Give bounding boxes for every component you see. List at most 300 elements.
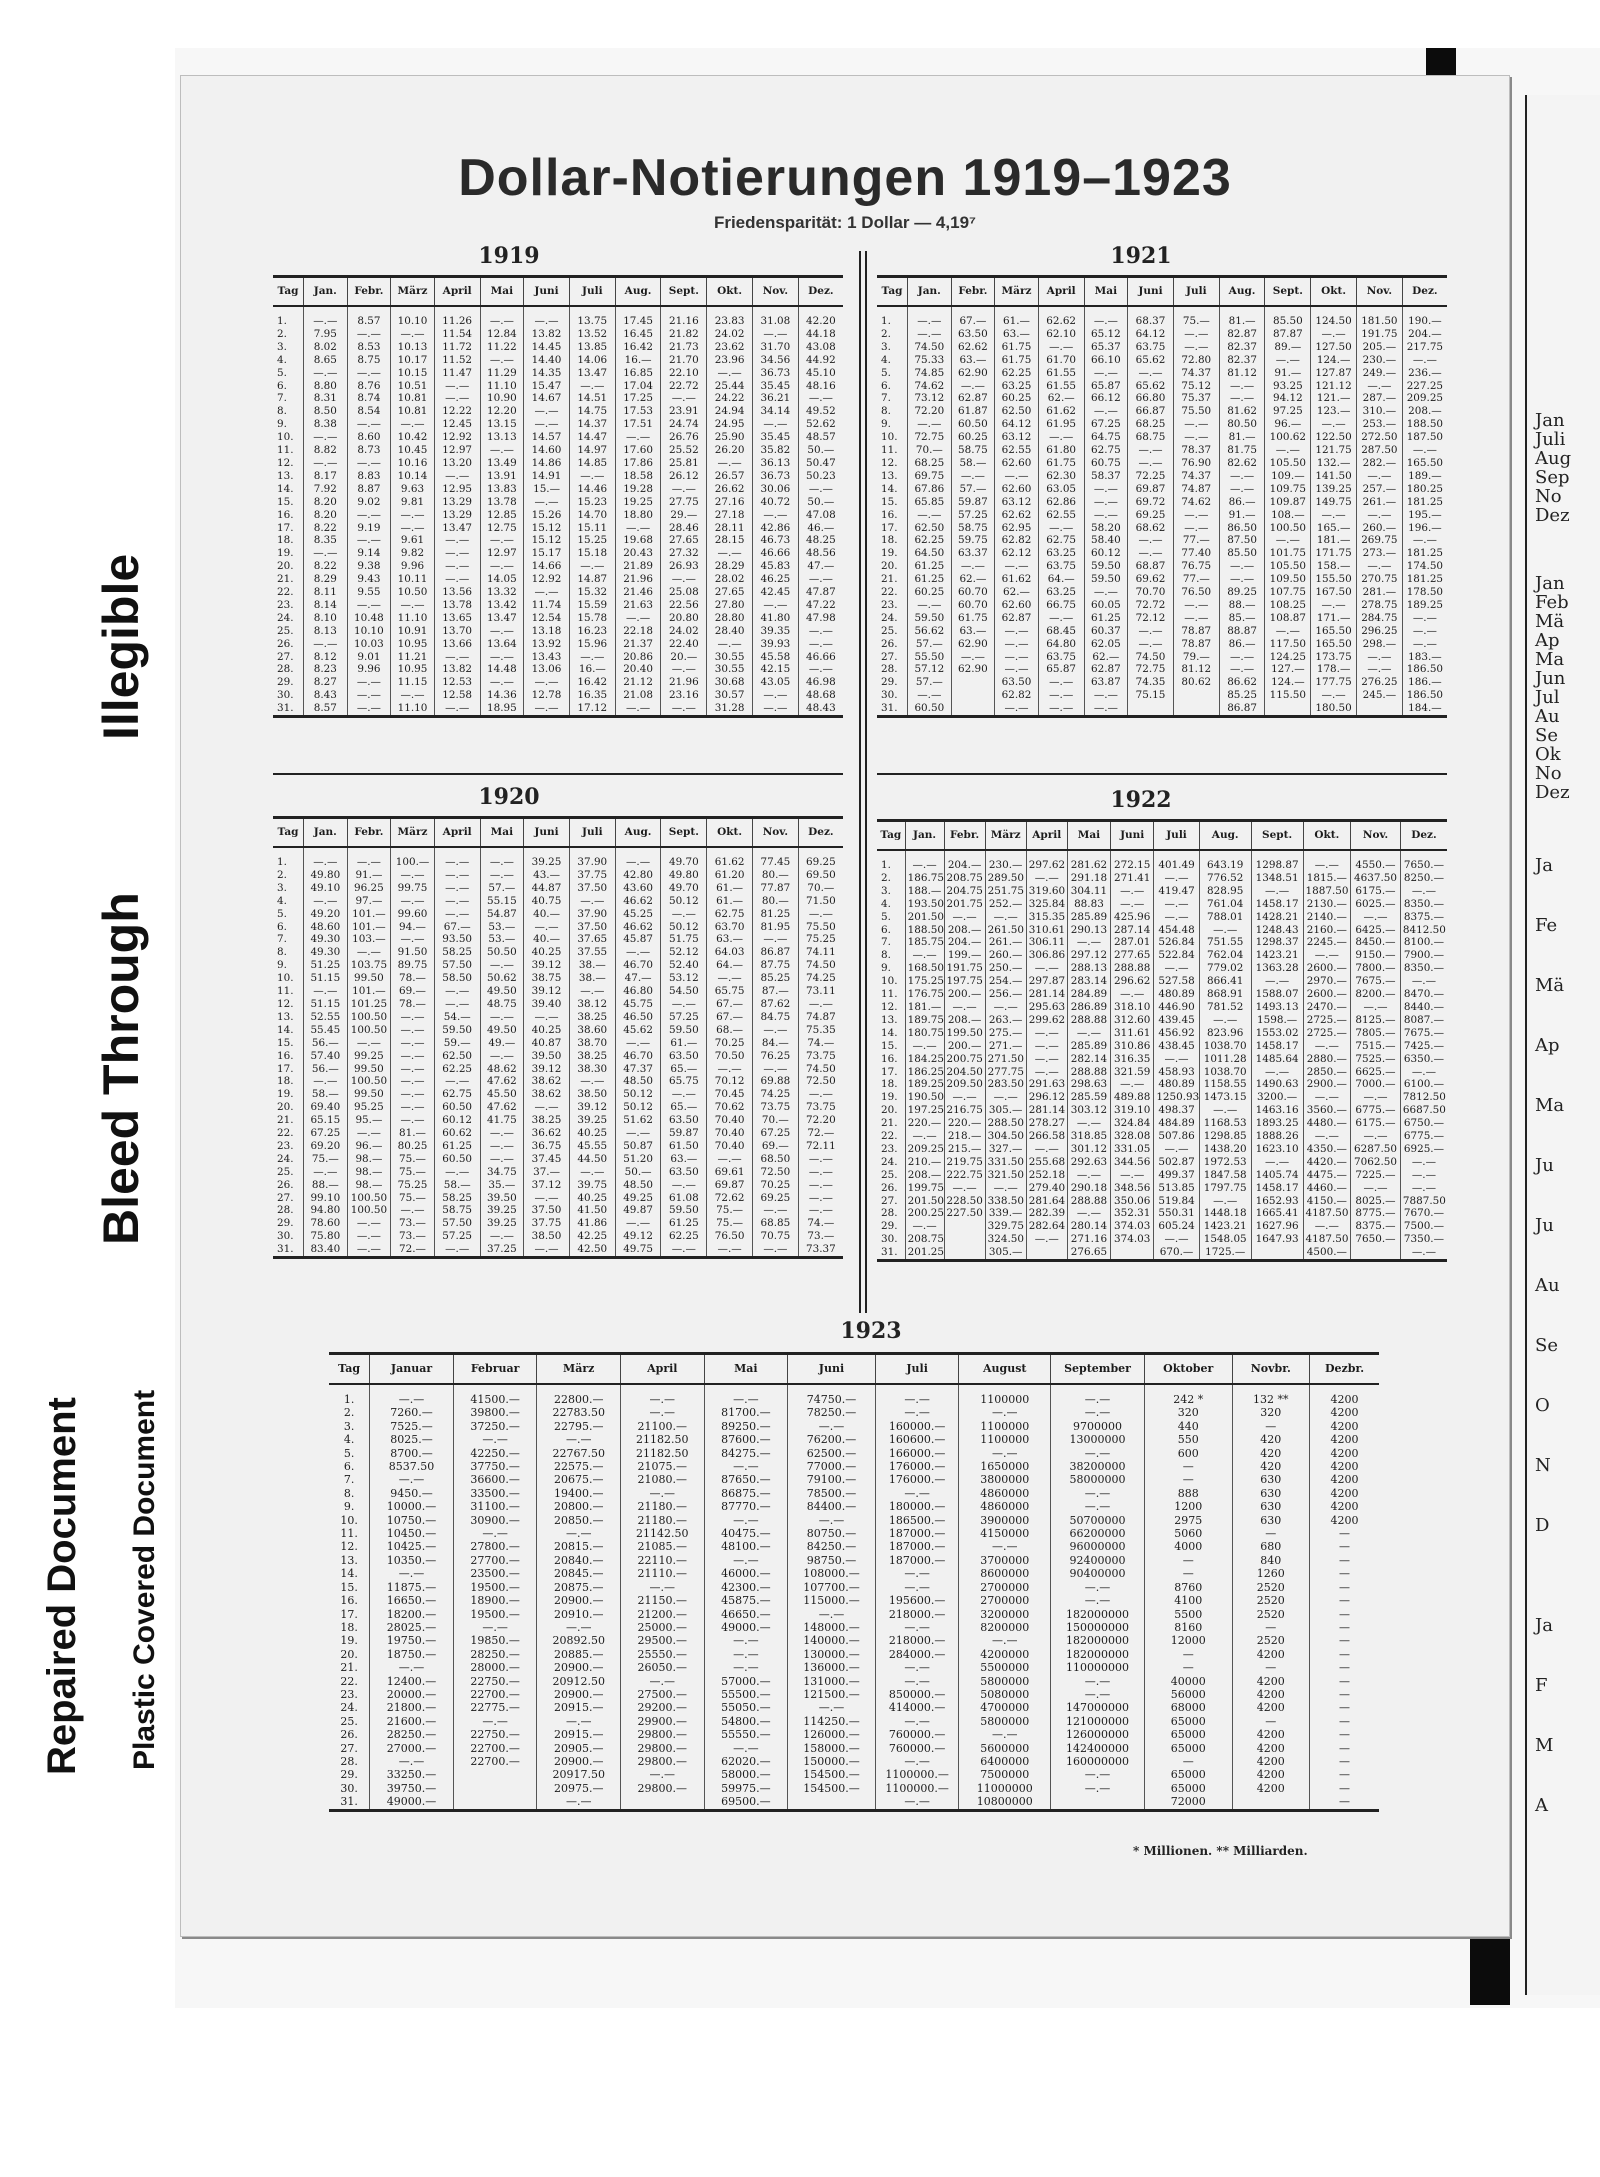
rate-cell: 13.47 — [434, 522, 480, 535]
rate-cell: 9.61 — [391, 534, 435, 547]
rate-cell: 68.87 — [1128, 560, 1174, 573]
rate-cell: 61.50 — [661, 1140, 707, 1153]
rate-cell: 89.— — [1265, 341, 1311, 354]
rate-cell: 62.55 — [1038, 509, 1084, 522]
rate-cell: —.— — [391, 895, 435, 908]
rate-cell: 10800000 — [959, 1795, 1051, 1810]
rate-cell: 7525.— — [1351, 1053, 1401, 1066]
rate-cell: 160000.— — [875, 1420, 959, 1433]
rate-cell — [1173, 702, 1219, 716]
rate-cell: —.— — [995, 625, 1039, 638]
rate-cell: 37.75 — [524, 1217, 570, 1230]
rate-cell: 88.87 — [1219, 625, 1265, 638]
rate-cell: 284.89 — [1067, 988, 1110, 1001]
rate-cell: 47.— — [798, 560, 843, 573]
rate-cell: 52.55 — [304, 1011, 348, 1024]
rate-cell: 69.50 — [798, 869, 843, 882]
column-header: Juli — [875, 1354, 959, 1385]
rate-cell: 680 — [1232, 1540, 1309, 1553]
rate-cell: —.— — [1128, 367, 1174, 380]
rate-cell: 72.75 — [908, 431, 952, 444]
rate-cell: —.— — [434, 380, 480, 393]
rate-cell: 47.08 — [798, 509, 843, 522]
rate-cell: 27.65 — [661, 534, 707, 547]
rate-cell: 39.12 — [524, 985, 570, 998]
rate-cell: —.— — [704, 1634, 788, 1647]
rate-cell: 45.62 — [615, 1024, 661, 1037]
rate-cell: 24.22 — [707, 392, 753, 405]
table-row — [273, 328, 843, 341]
rate-cell: 105.50 — [1265, 457, 1311, 470]
day-cell: 13. — [277, 469, 294, 482]
rate-cell: 63.— — [661, 1153, 707, 1166]
rate-cell: 9.63 — [391, 483, 435, 496]
rate-cell: 4200 — [1232, 1688, 1309, 1701]
rate-cell: —.— — [752, 1204, 798, 1217]
rate-cell: 9.96 — [391, 560, 435, 573]
rate-cell: 78.— — [391, 998, 435, 1011]
rate-cell: 8125.— — [1351, 1014, 1401, 1027]
rate-cell: 310.86 — [1111, 1040, 1154, 1053]
rate-cell: 60.70 — [951, 586, 995, 599]
rate-cell: —.— — [391, 1114, 435, 1127]
rate-cell: 1448.18 — [1199, 1207, 1251, 1220]
rate-cell: —.— — [875, 1567, 959, 1580]
rate-cell: 186.50 — [1402, 663, 1447, 676]
rate-cell: —.— — [875, 1487, 959, 1500]
mid-divider — [273, 773, 843, 775]
column-header: April — [1038, 277, 1084, 307]
rate-cell: —.— — [434, 1166, 480, 1179]
rate-cell: 12.78 — [524, 689, 570, 702]
rate-cell: —.— — [1303, 1130, 1351, 1143]
table-row — [273, 483, 843, 496]
rate-cell: 29800.— — [621, 1728, 705, 1741]
rate-cell: 56.— — [304, 1063, 348, 1076]
rate-cell: 20.40 — [615, 663, 661, 676]
rate-cell: —.— — [391, 869, 435, 882]
rate-cell: 140000.— — [788, 1634, 876, 1647]
rate-cell: 480.89 — [1154, 988, 1199, 1001]
rate-cell: 180000.— — [875, 1500, 959, 1513]
rate-cell: 74.85 — [908, 367, 952, 380]
table-row — [273, 1179, 843, 1192]
rate-cell: 76.75 — [1173, 560, 1219, 573]
rate-cell: 92400000 — [1051, 1554, 1145, 1567]
rate-cell: 41500.— — [453, 1384, 537, 1406]
table-row — [273, 1011, 843, 1024]
rate-cell: 63.— — [995, 328, 1039, 341]
rate-cell: 121000000 — [1051, 1715, 1145, 1728]
table-row — [329, 1661, 1379, 1674]
table-row — [273, 367, 843, 380]
rate-cell: 208.75 — [905, 1233, 944, 1246]
rate-cell: 23.62 — [707, 341, 753, 354]
rate-cell: 84250.— — [788, 1540, 876, 1553]
day-cell: 27. — [881, 650, 898, 663]
rate-cell: —.— — [707, 547, 753, 560]
day-cell: 4. — [277, 894, 287, 907]
rate-cell: —.— — [944, 1182, 985, 1195]
rate-cell: 4420.— — [1303, 1156, 1351, 1169]
rate-cell: 177.75 — [1311, 676, 1357, 689]
rate-cell: 188.50 — [905, 924, 944, 937]
day-cell: 2. — [343, 1406, 355, 1420]
year-title-1919: 1919 — [478, 243, 540, 269]
rate-cell: —.— — [875, 1406, 959, 1419]
rate-cell: 1458.17 — [1251, 1040, 1303, 1053]
rate-cell: — — [1310, 1594, 1379, 1607]
rate-cell: 74.50 — [908, 341, 952, 354]
rate-cell: 507.86 — [1154, 1130, 1199, 1143]
rate-cell: —.— — [1084, 306, 1128, 328]
rate-cell: 78500.— — [788, 1487, 876, 1500]
rate-cell: —.— — [995, 663, 1039, 676]
rate-cell: 85.25 — [752, 972, 798, 985]
rate-cell: 257.— — [1356, 483, 1402, 496]
rate-cell: 36600.— — [453, 1473, 537, 1486]
rate-cell: 8.74 — [347, 392, 391, 405]
table-row — [877, 1182, 1447, 1195]
column-header: März — [995, 277, 1039, 307]
rate-cell: 17.51 — [615, 418, 661, 431]
rate-cell: 9.19 — [347, 522, 391, 535]
rate-cell — [1026, 1246, 1067, 1260]
rate-cell: 4200 — [1232, 1742, 1309, 1755]
column-header: Aug. — [615, 277, 661, 307]
table-row — [273, 457, 843, 470]
rate-cell: —.— — [1173, 431, 1219, 444]
rate-cell: 51.25 — [304, 959, 348, 972]
rate-cell — [944, 1246, 985, 1260]
rate-cell: —.— — [391, 509, 435, 522]
day-cell: 1. — [881, 859, 891, 871]
rate-cell: 14.66 — [524, 560, 570, 573]
rate-cell: —.— — [524, 702, 570, 716]
rate-cell: 208.— — [944, 924, 985, 937]
day-cell: 10. — [881, 975, 898, 988]
rate-cell: 127.50 — [1311, 341, 1357, 354]
rate-cell: 62.75 — [707, 908, 753, 921]
right-word: F — [1535, 1675, 1548, 1696]
rate-cell: 54.87 — [480, 908, 524, 921]
rate-cell: 141.50 — [1311, 470, 1357, 483]
rate-cell: 61.— — [707, 895, 753, 908]
rate-cell: 643.19 — [1199, 850, 1251, 872]
rate-cell: —.— — [1400, 885, 1447, 898]
rate-cell: 60.50 — [951, 418, 995, 431]
rate-cell: 480.89 — [1154, 1078, 1199, 1091]
rate-cell: 20840.— — [537, 1554, 621, 1567]
rate-cell: 7800.— — [1351, 962, 1401, 975]
rate-cell: 86.50 — [1219, 522, 1265, 535]
rate-cell: —.— — [1026, 1040, 1067, 1053]
day-cell: 4. — [277, 353, 287, 366]
rate-cell: 200.25 — [905, 1207, 944, 1220]
rate-cell: 13.18 — [524, 625, 570, 638]
rate-cell: 57.25 — [434, 1230, 480, 1243]
day-cell: 26. — [881, 637, 898, 650]
rate-cell: 68.37 — [1128, 306, 1174, 328]
day-cell: 8. — [277, 405, 287, 418]
rate-cell: 75.25 — [391, 1179, 435, 1192]
rate-cell: 9.38 — [347, 560, 391, 573]
rate-cell: 20905.— — [537, 1742, 621, 1755]
rate-cell: 96.— — [347, 1140, 391, 1153]
rate-cell: —.— — [569, 1075, 615, 1088]
rate-cell: 108.25 — [1265, 599, 1311, 612]
rate-cell: — — [1310, 1701, 1379, 1714]
table-row — [273, 509, 843, 522]
rate-cell: 78.— — [391, 972, 435, 985]
rate-cell: 4700000 — [959, 1701, 1051, 1714]
rate-cell: 91.— — [1265, 367, 1311, 380]
day-cell: 23. — [277, 598, 294, 611]
rate-cell — [453, 1768, 537, 1781]
rate-cell: —.— — [905, 949, 944, 962]
rate-cell: 61.— — [661, 1037, 707, 1050]
table-row — [273, 405, 843, 418]
rate-cell: 670.— — [1154, 1246, 1199, 1260]
rate-cell: —.— — [1402, 638, 1447, 651]
day-cell: 8. — [343, 1486, 355, 1500]
rate-cell: —.— — [1251, 975, 1303, 988]
rate-cell: —.— — [908, 328, 952, 341]
rate-cell: 21142.50 — [621, 1527, 705, 1540]
rate-cell: 18900.— — [453, 1594, 537, 1607]
rate-cell: 10.48 — [347, 612, 391, 625]
rate-cell: 2725.— — [1303, 1014, 1351, 1027]
table-row — [273, 380, 843, 393]
rate-cell: 13.70 — [434, 625, 480, 638]
rate-cell: —.— — [1400, 1169, 1447, 1182]
rate-cell: 64.50 — [908, 547, 952, 560]
rate-cell: — — [1310, 1715, 1379, 1728]
column-header: Mai — [480, 818, 524, 848]
day-cell: 26. — [881, 1181, 898, 1194]
day-cell: 1. — [277, 856, 287, 868]
rate-cell: 68000 — [1144, 1701, 1232, 1714]
rate-cell: 62.90 — [951, 663, 995, 676]
table-row — [877, 380, 1447, 393]
rate-cell: 59.50 — [1084, 560, 1128, 573]
rate-cell: 2970.— — [1303, 975, 1351, 988]
rate-cell: 62.10 — [1038, 328, 1084, 341]
rate-cell: 46.62 — [615, 895, 661, 908]
rate-cell: —.— — [480, 847, 524, 869]
column-header: Febr. — [944, 821, 985, 851]
rate-cell: 22767.50 — [537, 1447, 621, 1460]
rate-cell: 1493.13 — [1251, 1001, 1303, 1014]
rate-cell: 63.37 — [951, 547, 995, 560]
rate-cell: —.— — [524, 405, 570, 418]
rate-cell: 454.48 — [1154, 924, 1199, 937]
table-row — [329, 1554, 1379, 1567]
right-word: Jun — [1535, 668, 1566, 689]
rate-cell: 72.75 — [1128, 663, 1174, 676]
rate-cell: 62.75 — [434, 1088, 480, 1101]
rate-cell: 14.60 — [524, 444, 570, 457]
rate-cell: 12.95 — [434, 483, 480, 496]
rate-cell: 69.25 — [798, 847, 843, 869]
rate-cell: 278.75 — [1356, 599, 1402, 612]
rate-cell: 58.20 — [1084, 522, 1128, 535]
rate-cell: 220.— — [905, 1117, 944, 1130]
day-cell: 15. — [277, 1036, 294, 1049]
rate-cell: 200.— — [944, 1040, 985, 1053]
rate-cell: —.— — [1038, 702, 1084, 716]
rate-cell: —.— — [1051, 1384, 1145, 1406]
rate-cell: 186500.— — [875, 1514, 959, 1527]
rate-cell: 86.87 — [752, 946, 798, 959]
rate-cell: 297.12 — [1067, 949, 1110, 962]
page-title: Dollar-Notierungen 1919–1923 — [458, 149, 1232, 207]
column-header: Jan. — [304, 818, 348, 848]
rate-cell: —.— — [661, 1243, 707, 1257]
rate-cell: 24.02 — [707, 328, 753, 341]
rate-cell: —.— — [1251, 885, 1303, 898]
rate-cell: —.— — [1051, 1782, 1145, 1795]
rate-cell: —.— — [1265, 354, 1311, 367]
rate-cell: 7000.— — [1351, 1078, 1401, 1091]
rate-cell: 9.96 — [347, 663, 391, 676]
rate-cell: —.— — [615, 431, 661, 444]
rate-cell: —.— — [1251, 1066, 1303, 1079]
rate-cell: 55050.— — [704, 1701, 788, 1714]
day-cell: 20. — [277, 560, 294, 573]
day-cell: 17. — [277, 1062, 294, 1075]
rate-cell: 65.87 — [1038, 663, 1084, 676]
rate-cell: 20900.— — [537, 1661, 621, 1674]
rate-cell: 7225.— — [1351, 1169, 1401, 1182]
day-cell: 28. — [277, 663, 294, 676]
rate-cell: —.— — [661, 908, 707, 921]
day-cell: 1. — [277, 315, 287, 327]
rate-cell: 62.50 — [434, 1050, 480, 1063]
rate-cell: 19750.— — [370, 1634, 454, 1647]
table-row — [877, 1066, 1447, 1079]
rate-cell: 22.40 — [661, 638, 707, 651]
rate-cell: 425.96 — [1111, 911, 1154, 924]
rate-cell: —.— — [569, 470, 615, 483]
rate-cell: 67.— — [707, 1011, 753, 1024]
rate-cell: 261.50 — [985, 924, 1026, 937]
rate-cell: 100.50 — [1265, 522, 1311, 535]
rate-cell: 27.65 — [707, 586, 753, 599]
rate-cell: —.— — [524, 1243, 570, 1257]
rate-cell: 1553.02 — [1251, 1027, 1303, 1040]
rate-cell: 1598.— — [1251, 1014, 1303, 1027]
rate-cell: 70.62 — [707, 1101, 753, 1114]
rate-cell: 6425.— — [1351, 924, 1401, 937]
rate-cell: 6175.— — [1351, 1117, 1401, 1130]
rate-cell: 75.12 — [1173, 380, 1219, 393]
rate-cell: 62.62 — [951, 341, 995, 354]
rate-cell: 65000 — [1144, 1715, 1232, 1728]
rate-cell: — — [1310, 1728, 1379, 1741]
rate-cell: 142400000 — [1051, 1742, 1145, 1755]
rate-cell: 14.40 — [524, 354, 570, 367]
table-row — [877, 638, 1447, 651]
rate-cell: 39.50 — [480, 1192, 524, 1205]
rate-cell: 59.50 — [661, 1024, 707, 1037]
rate-cell: 187.50 — [1402, 431, 1447, 444]
rate-cell: — — [1310, 1608, 1379, 1621]
rate-cell: 181.— — [905, 1001, 944, 1014]
column-header: Dez. — [1402, 277, 1447, 307]
rate-cell: — — [1232, 1715, 1309, 1728]
rate-cell: —.— — [1128, 534, 1174, 547]
rate-cell: —.— — [370, 1661, 454, 1674]
rate-cell: 24.74 — [661, 418, 707, 431]
rate-cell: —.— — [370, 1567, 454, 1580]
rate-cell: —.— — [1111, 1078, 1154, 1091]
rate-cell: 1100000 — [959, 1384, 1051, 1406]
table-row — [273, 1063, 843, 1076]
rate-cell: —.— — [615, 1037, 661, 1050]
rate-cell: 77.87 — [752, 882, 798, 895]
day-cell: 6. — [277, 920, 287, 933]
rate-cell: 7900.— — [1400, 949, 1447, 962]
rate-cell: 15.23 — [569, 496, 615, 509]
rate-cell: 310.61 — [1026, 924, 1067, 937]
rate-cell: 255.68 — [1026, 1156, 1067, 1169]
rate-cell: —.— — [1038, 522, 1084, 535]
rate-cell: 48.50 — [615, 1075, 661, 1088]
rate-cell: 38.— — [569, 959, 615, 972]
day-cell: 13. — [277, 1010, 294, 1023]
rate-cell: —.— — [621, 1675, 705, 1688]
rate-cell: 94.80 — [304, 1204, 348, 1217]
rate-cell: 66.87 — [1128, 405, 1174, 418]
rate-cell: 23.83 — [707, 306, 753, 328]
rate-cell: 55.50 — [908, 651, 952, 664]
day-cell: 13. — [340, 1553, 358, 1567]
rate-cell: —.— — [453, 1715, 537, 1728]
rate-cell: —.— — [391, 1088, 435, 1101]
rate-cell: 44.92 — [798, 354, 843, 367]
rate-cell: —.— — [1356, 509, 1402, 522]
center-divider — [859, 251, 861, 1313]
day-cell: 11. — [881, 444, 898, 457]
table-row — [877, 328, 1447, 341]
rate-cell: 121.— — [1311, 392, 1357, 405]
rate-cell: 1623.10 — [1251, 1143, 1303, 1156]
rate-cell: —.— — [875, 1384, 959, 1406]
table-row — [273, 547, 843, 560]
rate-cell: 271.— — [985, 1040, 1026, 1053]
rate-cell: 14.48 — [480, 663, 524, 676]
rate-cell: 57.40 — [304, 1050, 348, 1063]
rate-cell: —.— — [1154, 898, 1199, 911]
rate-cell: 72.72 — [1128, 599, 1174, 612]
rate-cell: 33500.— — [453, 1487, 537, 1500]
rate-cell: —.— — [347, 1037, 391, 1050]
rate-cell: 82.62 — [1219, 457, 1265, 470]
rate-cell: —.— — [798, 638, 843, 651]
rate-cell: 438.45 — [1154, 1040, 1199, 1053]
rate-cell: 62.82 — [995, 534, 1039, 547]
rate-cell: 77000.— — [788, 1460, 876, 1473]
column-header: Juni — [1128, 277, 1174, 307]
rate-cell: 4200 — [1310, 1487, 1379, 1500]
rate-cell: —.— — [1400, 1066, 1447, 1079]
rate-cell: —.— — [905, 1040, 944, 1053]
rate-cell: 204.50 — [944, 1066, 985, 1079]
rate-cell: —.— — [1402, 534, 1447, 547]
rate-cell: 4200 — [1310, 1460, 1379, 1473]
rate-cell: 284.75 — [1356, 612, 1402, 625]
